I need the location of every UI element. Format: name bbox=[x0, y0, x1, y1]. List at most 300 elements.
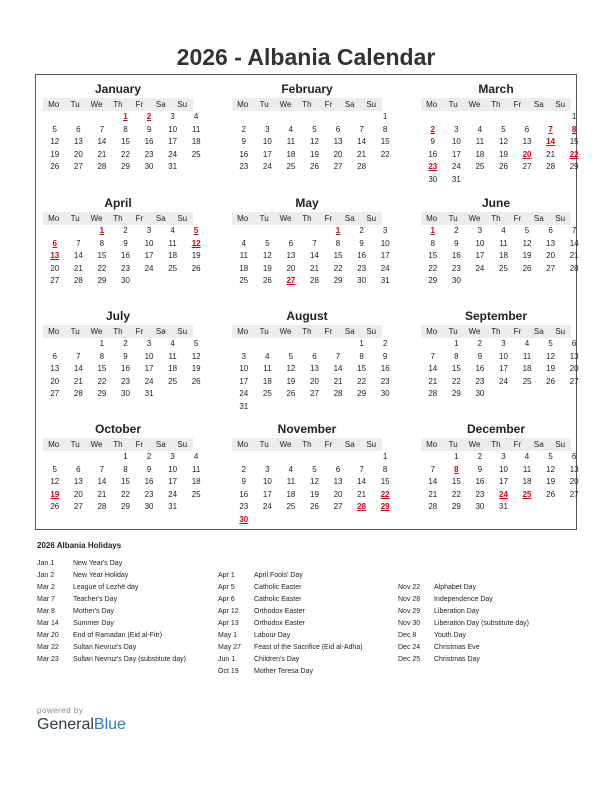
day-cell: 15 bbox=[97, 364, 107, 373]
holiday-date: Mar 23 bbox=[37, 656, 59, 663]
day-cell: 9 bbox=[123, 238, 128, 248]
calendar-frame bbox=[35, 74, 577, 530]
day-cell: 31 bbox=[168, 502, 178, 511]
weekday-label: We bbox=[279, 327, 292, 336]
day-cell: 11 bbox=[475, 137, 485, 146]
day-cell: 15 bbox=[121, 477, 130, 486]
day-cell: 1 bbox=[454, 339, 459, 348]
day-cell: 28 bbox=[333, 389, 343, 398]
weekday-label: Mo bbox=[48, 100, 60, 109]
holiday-day-cell: 5 bbox=[193, 226, 199, 235]
holiday-name: New Year Holiday bbox=[73, 572, 129, 579]
day-cell: 18 bbox=[168, 364, 178, 373]
day-cell: 2 bbox=[241, 124, 246, 134]
day-cell: 29 bbox=[357, 389, 367, 398]
day-cell: 31 bbox=[380, 276, 390, 285]
weekday-label: Th bbox=[491, 100, 501, 109]
day-cell: 21 bbox=[428, 376, 438, 386]
day-cell: 27 bbox=[310, 389, 319, 398]
holiday-name: Feast of the Sacrifice (Eid al-Adha) bbox=[254, 644, 363, 651]
weekday-label: Mo bbox=[48, 440, 60, 449]
weekday-label: Sa bbox=[344, 327, 355, 336]
day-cell: 24 bbox=[262, 162, 272, 171]
holiday-name: Christmas Day bbox=[434, 656, 480, 663]
day-cell: 9 bbox=[454, 238, 459, 248]
day-cell: 7 bbox=[359, 124, 364, 134]
day-cell: 23 bbox=[380, 376, 390, 386]
day-cell: 26 bbox=[286, 389, 296, 398]
day-cell: 15 bbox=[333, 251, 343, 260]
empty-cell bbox=[421, 111, 445, 124]
day-cell: 6 bbox=[288, 238, 294, 248]
day-cell: 25 bbox=[191, 149, 201, 159]
day-cell: 17 bbox=[380, 251, 390, 260]
day-cell: 1 bbox=[571, 112, 577, 121]
weekday-label: Tu bbox=[259, 214, 269, 223]
holiday-row bbox=[398, 630, 529, 642]
day-cell: 25 bbox=[499, 263, 508, 273]
day-cell: 17 bbox=[239, 376, 249, 386]
day-cell: 29 bbox=[121, 162, 130, 171]
weekday-header bbox=[43, 98, 193, 111]
holiday-name: Children's Day bbox=[254, 656, 300, 663]
day-cell: 2 bbox=[146, 452, 152, 461]
holiday-date: Jan 1 bbox=[37, 560, 55, 567]
weekday-label: Su bbox=[555, 440, 566, 449]
holiday-date: Mar 7 bbox=[37, 596, 55, 603]
holiday-date: Apr 13 bbox=[218, 620, 239, 627]
day-cell: 23 bbox=[144, 149, 154, 159]
day-cell: 8 bbox=[123, 124, 128, 134]
month-name: July bbox=[105, 309, 130, 323]
brand-logo[interactable] bbox=[37, 716, 126, 734]
day-cell: 2 bbox=[454, 226, 459, 235]
day-cell: 11 bbox=[522, 464, 532, 474]
holiday-date: Dec 24 bbox=[398, 644, 421, 651]
day-cell: 12 bbox=[499, 137, 508, 146]
weekday-label: Sa bbox=[533, 327, 544, 336]
day-cell: 4 bbox=[241, 238, 246, 248]
holiday-name: Teacher's Day bbox=[73, 596, 118, 603]
day-cell: 1 bbox=[454, 452, 459, 461]
holiday-date: Nov 29 bbox=[398, 608, 421, 615]
day-cell: 28 bbox=[97, 162, 107, 171]
day-cell: 22 bbox=[121, 489, 130, 499]
day-cell: 16 bbox=[121, 251, 130, 260]
day-cell: 19 bbox=[310, 489, 319, 499]
day-cell: 7 bbox=[99, 124, 105, 134]
holiday-day-cell: 19 bbox=[50, 489, 60, 499]
holiday-row bbox=[218, 642, 363, 654]
day-cell: 14 bbox=[357, 137, 367, 146]
day-cell: 21 bbox=[73, 376, 83, 386]
weekday-header bbox=[421, 325, 571, 338]
day-cell: 30 bbox=[144, 162, 154, 171]
day-cell: 1 bbox=[123, 452, 128, 461]
day-cell: 22 bbox=[451, 489, 461, 499]
day-cell: 24 bbox=[380, 263, 390, 273]
day-cell: 14 bbox=[428, 364, 438, 373]
day-cell: 23 bbox=[357, 263, 367, 273]
day-cell: 27 bbox=[333, 502, 343, 511]
holiday-day-cell: 12 bbox=[191, 238, 201, 248]
month-november bbox=[232, 421, 390, 526]
holiday-name: League of Lezhë day bbox=[73, 584, 139, 591]
empty-cell bbox=[43, 225, 67, 238]
day-cell: 13 bbox=[73, 477, 83, 486]
holiday-row bbox=[37, 618, 186, 630]
day-cell: 11 bbox=[168, 351, 177, 361]
page-title: 2026 - Albania Calendar bbox=[176, 44, 436, 70]
weekday-label: Mo bbox=[237, 440, 249, 449]
day-cell: 3 bbox=[477, 226, 483, 235]
day-cell: 18 bbox=[191, 477, 201, 486]
empty-cell bbox=[90, 451, 114, 464]
holiday-row bbox=[218, 666, 363, 678]
empty-cell bbox=[492, 111, 516, 124]
weekday-label: Sa bbox=[344, 214, 355, 223]
day-cell: 3 bbox=[146, 226, 152, 235]
day-cell: 6 bbox=[571, 452, 577, 461]
empty-cell bbox=[232, 338, 256, 351]
holidays-title: 2026 Albania Holidays bbox=[37, 541, 122, 550]
day-cell: 11 bbox=[192, 124, 201, 134]
day-cell: 20 bbox=[50, 263, 60, 273]
day-cell: 17 bbox=[144, 251, 154, 260]
empty-cell bbox=[279, 451, 303, 464]
day-grid bbox=[43, 338, 201, 401]
weekday-label: Th bbox=[302, 440, 312, 449]
holiday-row bbox=[218, 570, 363, 582]
day-cell: 20 bbox=[50, 376, 60, 386]
day-cell: 24 bbox=[451, 162, 461, 171]
month-name: September bbox=[464, 309, 528, 323]
day-cell: 8 bbox=[99, 238, 105, 248]
holiday-date: Nov 30 bbox=[398, 620, 421, 627]
day-cell: 22 bbox=[428, 263, 438, 273]
holiday-date: Mar 2 bbox=[37, 584, 55, 591]
month-september bbox=[421, 308, 579, 401]
day-cell: 23 bbox=[451, 263, 461, 273]
day-cell: 13 bbox=[333, 137, 343, 146]
weekday-label: Su bbox=[177, 214, 188, 223]
day-cell: 11 bbox=[286, 137, 296, 146]
day-cell: 8 bbox=[382, 124, 388, 134]
weekday-label: Fr bbox=[135, 100, 144, 109]
weekday-label: Sa bbox=[344, 100, 355, 109]
day-cell: 13 bbox=[50, 364, 60, 373]
day-cell: 11 bbox=[239, 251, 248, 260]
empty-cell bbox=[303, 338, 327, 351]
day-cell: 20 bbox=[286, 263, 296, 273]
weekday-label: Tu bbox=[259, 440, 269, 449]
day-cell: 14 bbox=[97, 137, 107, 146]
day-cell: 23 bbox=[239, 502, 249, 511]
day-cell: 19 bbox=[546, 364, 556, 373]
day-cell: 13 bbox=[333, 477, 343, 486]
day-cell: 21 bbox=[546, 149, 556, 159]
day-cell: 25 bbox=[239, 276, 249, 285]
holiday-date: Mar 14 bbox=[37, 620, 59, 627]
day-cell: 16 bbox=[475, 364, 485, 373]
day-cell: 25 bbox=[475, 162, 485, 171]
holiday-row bbox=[37, 630, 186, 642]
weekday-label: We bbox=[468, 327, 481, 336]
day-cell: 12 bbox=[262, 251, 272, 260]
day-cell: 28 bbox=[428, 502, 438, 511]
day-cell: 27 bbox=[73, 502, 83, 511]
day-cell: 20 bbox=[569, 364, 579, 373]
day-cell: 23 bbox=[144, 489, 154, 499]
day-cell: 2 bbox=[241, 464, 246, 474]
day-cell: 3 bbox=[170, 112, 175, 121]
day-cell: 18 bbox=[168, 251, 178, 260]
weekday-label: Sa bbox=[155, 214, 166, 223]
day-cell: 4 bbox=[524, 452, 530, 461]
day-cell: 17 bbox=[499, 364, 508, 373]
weekday-label: Mo bbox=[237, 100, 249, 109]
holiday-date: Mar 20 bbox=[37, 632, 59, 639]
month-name: March bbox=[478, 82, 514, 96]
day-cell: 17 bbox=[475, 251, 485, 260]
empty-cell bbox=[232, 451, 256, 464]
month-june bbox=[421, 195, 579, 288]
holiday-date: Nov 28 bbox=[398, 596, 421, 603]
day-grid bbox=[43, 451, 201, 514]
day-cell: 18 bbox=[239, 263, 249, 273]
weekday-label: Mo bbox=[237, 327, 249, 336]
day-cell: 26 bbox=[191, 263, 201, 273]
holiday-day-cell: 1 bbox=[99, 226, 105, 235]
holiday-list-column bbox=[37, 558, 186, 666]
weekday-label: Tu bbox=[70, 440, 80, 449]
day-cell: 22 bbox=[97, 376, 107, 386]
day-cell: 12 bbox=[522, 238, 532, 248]
month-march bbox=[421, 81, 579, 186]
weekday-label: Su bbox=[177, 440, 188, 449]
weekday-label: Tu bbox=[259, 100, 269, 109]
holiday-row bbox=[218, 582, 363, 594]
day-cell: 4 bbox=[288, 464, 294, 474]
empty-cell bbox=[303, 111, 327, 124]
day-cell: 1 bbox=[382, 112, 388, 121]
day-cell: 6 bbox=[52, 351, 57, 361]
day-cell: 13 bbox=[310, 364, 319, 373]
empty-cell bbox=[279, 225, 303, 238]
month-january bbox=[43, 81, 201, 174]
holiday-day-cell: 2 bbox=[430, 124, 435, 134]
day-cell: 8 bbox=[335, 238, 341, 248]
day-cell: 5 bbox=[548, 452, 553, 461]
day-cell: 16 bbox=[144, 137, 154, 146]
day-cell: 19 bbox=[286, 376, 296, 386]
day-cell: 29 bbox=[97, 389, 107, 398]
day-cell: 11 bbox=[499, 238, 508, 248]
day-cell: 9 bbox=[430, 137, 435, 146]
holiday-day-cell: 7 bbox=[548, 124, 553, 134]
holiday-date: Nov 22 bbox=[398, 584, 421, 591]
weekday-label: Th bbox=[491, 214, 501, 223]
day-cell: 9 bbox=[146, 464, 152, 474]
day-cell: 21 bbox=[357, 149, 367, 159]
day-cell: 1 bbox=[99, 339, 105, 348]
day-cell: 20 bbox=[546, 251, 556, 260]
day-cell: 15 bbox=[569, 137, 579, 146]
day-cell: 7 bbox=[430, 464, 435, 474]
holiday-day-cell: 1 bbox=[430, 226, 435, 235]
weekday-header bbox=[43, 325, 193, 338]
day-cell: 30 bbox=[144, 502, 154, 511]
day-cell: 16 bbox=[428, 149, 438, 159]
day-cell: 18 bbox=[262, 376, 272, 386]
weekday-label: We bbox=[279, 214, 292, 223]
day-cell: 20 bbox=[333, 489, 343, 499]
day-cell: 18 bbox=[522, 364, 532, 373]
holiday-list-column bbox=[218, 570, 363, 678]
day-grid bbox=[232, 111, 390, 174]
weekday-label: Mo bbox=[426, 214, 438, 223]
day-cell: 3 bbox=[382, 226, 388, 235]
weekday-label: Fr bbox=[324, 440, 333, 449]
day-cell: 13 bbox=[73, 137, 83, 146]
weekday-label: Th bbox=[113, 214, 123, 223]
day-cell: 26 bbox=[546, 489, 556, 499]
day-cell: 21 bbox=[428, 489, 438, 499]
weekday-label: Fr bbox=[513, 100, 522, 109]
day-cell: 15 bbox=[97, 251, 107, 260]
weekday-label: Fr bbox=[324, 100, 333, 109]
holiday-row bbox=[398, 594, 529, 606]
empty-cell bbox=[256, 338, 280, 351]
day-cell: 20 bbox=[333, 149, 343, 159]
weekday-label: Th bbox=[491, 440, 501, 449]
weekday-label: Tu bbox=[70, 214, 80, 223]
day-cell: 5 bbox=[548, 339, 553, 348]
weekday-label: We bbox=[90, 100, 103, 109]
day-cell: 7 bbox=[76, 351, 81, 361]
holiday-name: Youth Day bbox=[434, 632, 467, 639]
day-cell: 24 bbox=[144, 376, 154, 386]
holiday-row bbox=[218, 630, 363, 642]
day-cell: 9 bbox=[382, 351, 388, 361]
day-cell: 14 bbox=[310, 251, 319, 260]
day-cell: 10 bbox=[239, 364, 249, 373]
holiday-date: May 1 bbox=[218, 632, 238, 639]
weekday-label: Fr bbox=[324, 214, 333, 223]
holiday-row bbox=[37, 654, 186, 666]
day-cell: 24 bbox=[144, 263, 154, 273]
day-cell: 22 bbox=[333, 263, 343, 273]
day-cell: 9 bbox=[241, 137, 246, 146]
day-cell: 10 bbox=[451, 137, 461, 146]
holiday-day-cell: 24 bbox=[499, 489, 508, 499]
weekday-label: Mo bbox=[426, 327, 438, 336]
day-cell: 17 bbox=[262, 149, 272, 159]
day-cell: 3 bbox=[501, 452, 506, 461]
day-cell: 28 bbox=[97, 502, 107, 511]
month-october bbox=[43, 421, 201, 514]
day-cell: 7 bbox=[76, 238, 81, 248]
holiday-day-cell: 23 bbox=[428, 162, 438, 171]
day-cell: 9 bbox=[123, 351, 128, 361]
day-cell: 7 bbox=[312, 238, 317, 248]
day-grid bbox=[421, 451, 579, 514]
day-cell: 16 bbox=[475, 477, 485, 486]
day-cell: 22 bbox=[451, 376, 461, 386]
day-cell: 2 bbox=[123, 339, 128, 348]
weekday-label: Tu bbox=[70, 100, 80, 109]
day-cell: 5 bbox=[52, 464, 57, 474]
weekday-label: Tu bbox=[448, 214, 458, 223]
empty-cell bbox=[303, 225, 327, 238]
weekday-header bbox=[232, 325, 382, 338]
day-cell: 6 bbox=[571, 339, 577, 348]
day-cell: 15 bbox=[121, 137, 130, 146]
day-cell: 5 bbox=[312, 124, 317, 134]
holiday-date: Dec 25 bbox=[398, 656, 421, 663]
holiday-day-cell: 25 bbox=[522, 489, 532, 499]
day-cell: 31 bbox=[451, 174, 461, 184]
day-cell: 30 bbox=[380, 389, 390, 398]
day-cell: 22 bbox=[97, 263, 107, 273]
day-cell: 26 bbox=[522, 263, 532, 273]
day-cell: 16 bbox=[380, 364, 390, 373]
day-cell: 28 bbox=[546, 162, 556, 171]
day-cell: 16 bbox=[451, 251, 461, 260]
day-cell: 4 bbox=[501, 226, 506, 235]
day-cell: 12 bbox=[286, 364, 296, 373]
holiday-name: New Year's Day bbox=[73, 560, 123, 567]
holiday-date: Oct 19 bbox=[218, 668, 239, 675]
day-cell: 5 bbox=[52, 124, 57, 134]
day-cell: 21 bbox=[97, 489, 107, 499]
day-cell: 12 bbox=[50, 477, 60, 486]
day-cell: 2 bbox=[123, 226, 128, 235]
day-cell: 28 bbox=[310, 276, 319, 285]
day-cell: 29 bbox=[121, 502, 130, 511]
weekday-label: Tu bbox=[448, 440, 458, 449]
weekday-label: We bbox=[90, 327, 103, 336]
day-cell: 4 bbox=[524, 339, 530, 348]
day-cell: 16 bbox=[239, 489, 249, 499]
empty-cell bbox=[539, 111, 563, 124]
day-cell: 9 bbox=[146, 124, 152, 134]
day-cell: 30 bbox=[475, 389, 485, 398]
day-cell: 29 bbox=[428, 276, 438, 285]
day-cell: 10 bbox=[144, 351, 154, 361]
holiday-name: Independence Day bbox=[434, 596, 493, 603]
holiday-day-cell: 13 bbox=[50, 251, 60, 260]
holiday-row bbox=[218, 654, 363, 666]
month-name: October bbox=[94, 422, 141, 436]
holiday-row bbox=[398, 618, 529, 630]
weekday-label: Sa bbox=[533, 214, 544, 223]
day-cell: 17 bbox=[144, 364, 154, 373]
day-grid bbox=[43, 225, 201, 288]
holiday-row bbox=[218, 606, 363, 618]
day-cell: 7 bbox=[335, 351, 341, 361]
holiday-row bbox=[398, 606, 529, 618]
empty-cell bbox=[279, 111, 303, 124]
day-cell: 26 bbox=[50, 162, 60, 171]
day-cell: 8 bbox=[99, 351, 105, 361]
day-cell: 28 bbox=[357, 162, 367, 171]
day-cell: 27 bbox=[569, 376, 579, 386]
weekday-label: Su bbox=[366, 440, 377, 449]
day-cell: 16 bbox=[144, 477, 154, 486]
day-cell: 14 bbox=[97, 477, 107, 486]
weekday-label: We bbox=[279, 440, 292, 449]
